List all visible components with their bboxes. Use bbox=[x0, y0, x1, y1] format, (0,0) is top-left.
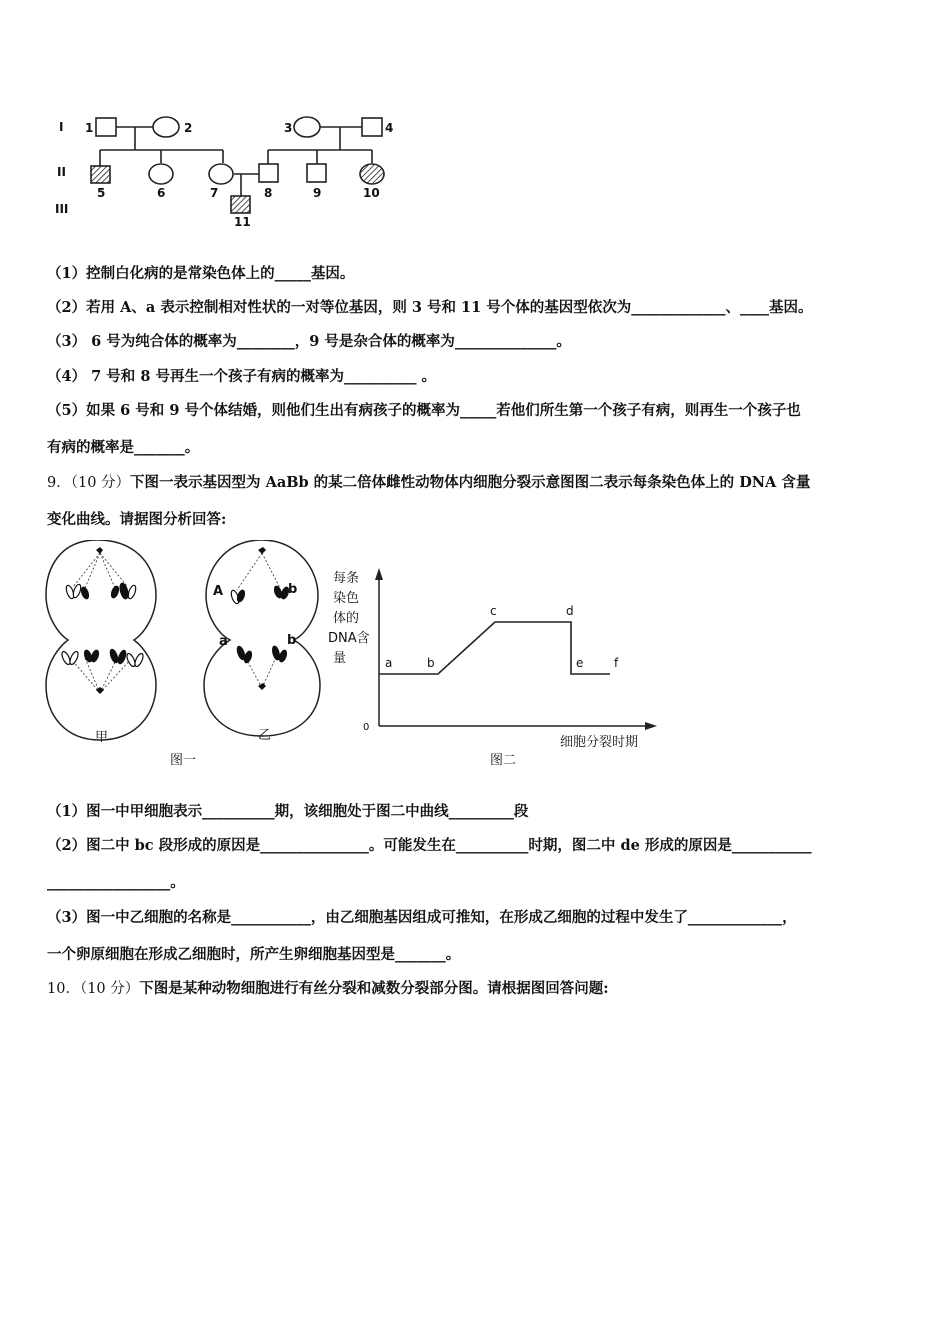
individual-label: 9 bbox=[313, 186, 322, 200]
pedigree-male-4 bbox=[362, 118, 382, 136]
curve-point-label-a: a bbox=[385, 656, 393, 670]
q10-stem bbox=[47, 977, 609, 998]
gene-label: a bbox=[219, 634, 228, 649]
q8-part-5: （5）如果 6 号和 9 号个体结婚，则他们生出有病孩子的概率为_____若他们所生第一个孩子有病，则再生一个孩子也 bbox=[47, 402, 801, 419]
individual-label: 1 bbox=[85, 121, 94, 135]
individual-label: 11 bbox=[234, 215, 251, 229]
y-axis-label-line: 体的 bbox=[333, 611, 360, 626]
pedigree-female-3 bbox=[294, 117, 320, 137]
q9-stem-cont: 变化曲线。请据图分析回答: bbox=[47, 511, 227, 528]
pedigree-female-2 bbox=[153, 117, 179, 137]
origin-label: 0 bbox=[363, 722, 370, 733]
q9-figures bbox=[40, 540, 670, 775]
question-number: 9．（10 分） bbox=[47, 475, 131, 491]
q9-stem-text: 下图一表示基因型为 AaBb 的某二倍体雌性动物体内细胞分裂示意图图二表示每条染色体上的 DNA 含量 bbox=[130, 474, 811, 491]
individual-label: 3 bbox=[284, 121, 293, 135]
cell-yi-label: 乙 bbox=[258, 728, 272, 743]
pedigree-female-6 bbox=[149, 164, 173, 184]
x-axis-arrow bbox=[645, 722, 657, 730]
y-axis-label-line: DNA含 bbox=[328, 631, 370, 646]
generation-label: I bbox=[59, 120, 64, 134]
individual-label: 7 bbox=[210, 186, 219, 200]
curve-point-label-f: f bbox=[614, 656, 619, 670]
cell-jia-label: 甲 bbox=[95, 730, 109, 745]
y-axis-arrow bbox=[375, 568, 383, 580]
y-axis-label-line: 每条 bbox=[333, 571, 360, 586]
individual-label: 5 bbox=[97, 186, 106, 200]
x-axis-label: 细胞分裂时期 bbox=[560, 735, 639, 750]
pedigree-affected-female-10 bbox=[360, 164, 384, 184]
q10-stem-text: 下图是某种动物细胞进行有丝分裂和减数分裂部分图。请根据图回答问题: bbox=[139, 980, 609, 997]
y-axis-label-line: 量 bbox=[333, 651, 347, 666]
question-number: 10．（10 分） bbox=[47, 981, 140, 997]
dna-content-chart bbox=[328, 568, 657, 768]
gene-label: b bbox=[287, 633, 297, 648]
curve-point-label-d: d bbox=[566, 604, 574, 618]
curve-point-label-e: e bbox=[576, 656, 584, 670]
q8-part-5-cont: 有病的概率是_______。 bbox=[47, 439, 200, 456]
pedigree-affected-male-11 bbox=[231, 196, 250, 213]
pedigree-male-8 bbox=[259, 164, 278, 182]
q9-part-3-cont: 一个卵原细胞在形成乙细胞时，所产生卵细胞基因型是_______。 bbox=[47, 946, 461, 963]
gene-label: A bbox=[213, 584, 224, 599]
individual-label: 2 bbox=[184, 121, 193, 135]
curve-point-label-b: b bbox=[427, 656, 435, 670]
figure-1-caption: 图一 bbox=[170, 753, 197, 768]
curve-point-label-c: c bbox=[490, 604, 497, 618]
q9-part-1: （1）图一中甲细胞表示__________期，该细胞处于图二中曲线_________段 bbox=[47, 803, 529, 820]
individual-label: 4 bbox=[385, 121, 394, 135]
figure-2-caption: 图二 bbox=[490, 753, 517, 768]
individual-label: 10 bbox=[363, 186, 380, 200]
q8-part-1: （1）控制白化病的是常染色体上的_____基因。 bbox=[47, 265, 355, 282]
q9-part-2: （2）图二中 bc 段形成的原因是_______________。可能发生在__________时期，图二中 de 形成的原因是___________ bbox=[47, 837, 812, 854]
pedigree-diagram bbox=[55, 110, 415, 232]
q9-part-2-cont: _________________。 bbox=[47, 874, 185, 891]
cell-jia-outline bbox=[46, 540, 156, 740]
generation-label: III bbox=[55, 202, 69, 216]
pedigree-male-1 bbox=[96, 118, 116, 136]
individual-label: 6 bbox=[157, 186, 166, 200]
generation-label: II bbox=[57, 165, 66, 179]
q9-part-3: （3）图一中乙细胞的名称是___________，由乙细胞基因组成可推知，在形成乙细胞的过程中发生了_____________， bbox=[47, 909, 797, 926]
individual-label: 8 bbox=[264, 186, 273, 200]
pedigree-affected-male-5 bbox=[91, 166, 110, 183]
q9-stem bbox=[47, 471, 810, 492]
pedigree-female-7 bbox=[209, 164, 233, 184]
pedigree-male-9 bbox=[307, 164, 326, 182]
q8-part-4: （4） 7 号和 8 号再生一个孩子有病的概率为__________ 。 bbox=[47, 368, 437, 385]
q8-part-2: （2）若用 A、a 表示控制相对性状的一对等位基因，则 3 号和 11 号个体的基因型依次为_____________、____基因。 bbox=[47, 299, 813, 316]
y-axis-label-line: 染色 bbox=[333, 591, 360, 606]
gene-label: b bbox=[288, 582, 298, 597]
q8-part-3: （3） 6 号为纯合体的概率为________，9 号是杂合体的概率为______________。 bbox=[47, 333, 571, 350]
